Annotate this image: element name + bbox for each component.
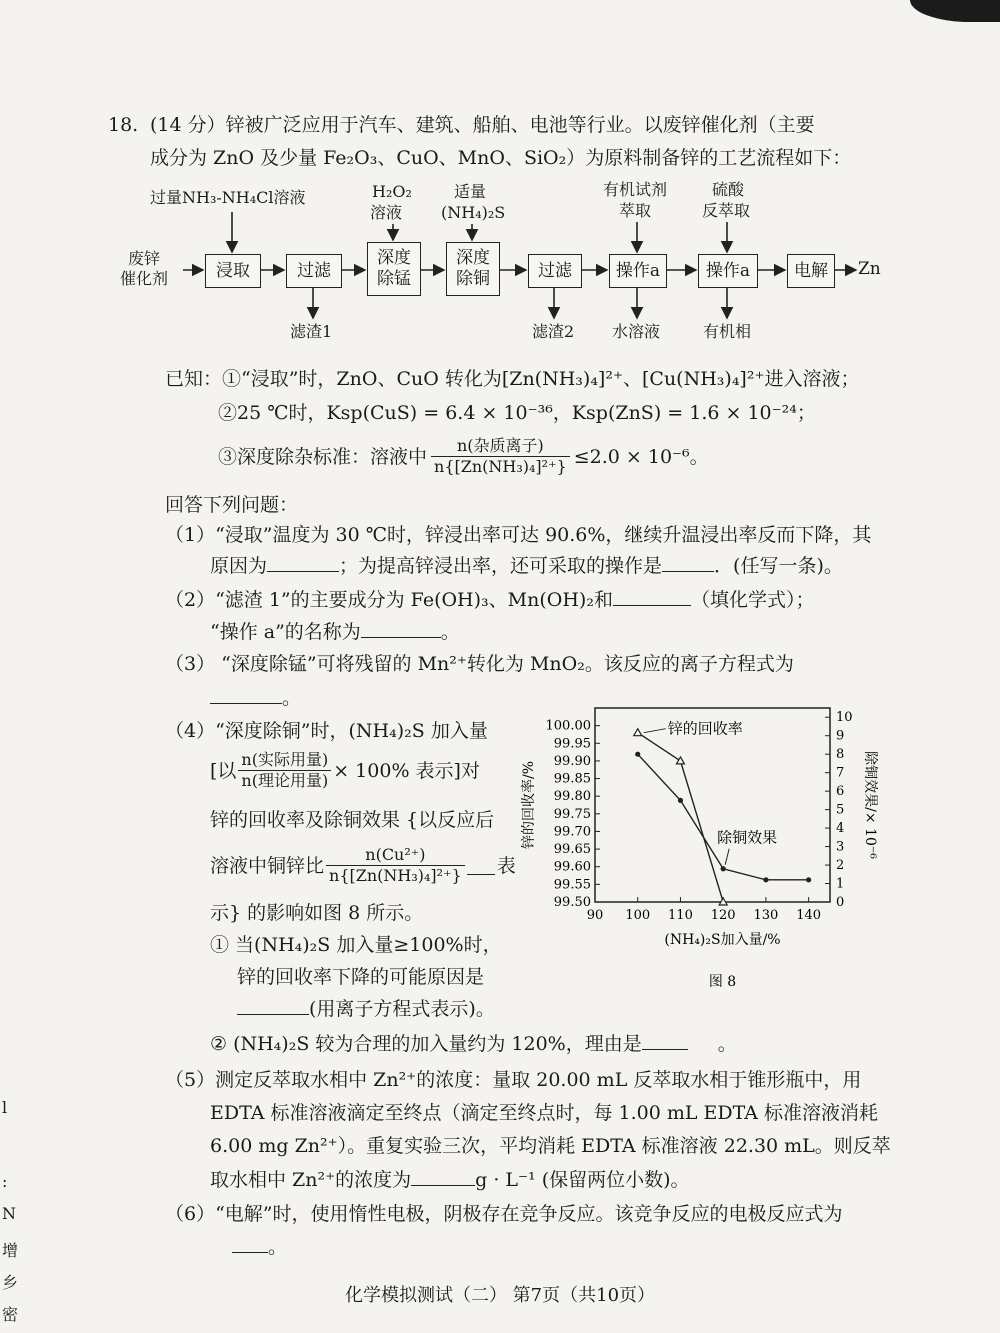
q4-line-4	[210, 845, 516, 886]
q2-operation-label: “操作 a”的名称为	[210, 621, 361, 643]
known-3-fraction	[431, 436, 570, 477]
q5-line-1: （5）测定反萃取水相中 Zn²⁺的浓度：量取 20.00 mL 反萃取水相于锥形瓶中，用	[165, 1069, 862, 1091]
q4-ratio-denominator: n(理论用量)	[241, 771, 329, 790]
y-left-tick-label: 99.85	[553, 771, 591, 787]
reagent-nh4s-label-2: (NH₄)₂S	[441, 203, 506, 222]
y-right-tick-label: 5	[836, 802, 845, 818]
x-tick-label: 120	[710, 908, 736, 923]
q4-sub1-line-2: 锌的回收率下降的可能原因是	[237, 966, 485, 988]
q6-equation-blank[interactable]	[232, 1234, 268, 1253]
known-2: ②25 ℃时，Ksp(CuS) = 6.4 × 10⁻³⁶，Ksp(ZnS) = 1.6 × 10⁻²⁴；	[218, 402, 816, 424]
q5-line-3: 6.00 mg Zn²⁺）。重复实验三次，平均消耗 EDTA 标准溶液 22.30 mL。则反萃	[210, 1135, 891, 1157]
intro-line-2: 成分为 ZnO 及少量 Fe₂O₃、CuO、MnO、SiO₂）为原料制备锌的工艺流程如下：	[150, 147, 852, 169]
q4-sub1-suffix: (用离子方程式表示)。	[309, 998, 495, 1020]
q4-line-3: 锌的回收率及除铜效果 {以反应后	[210, 809, 495, 831]
residue1-label: 滤渣1	[290, 322, 333, 341]
q3-equation-blank[interactable]	[210, 685, 282, 704]
q4-sub2-blank[interactable]	[642, 1031, 688, 1050]
step-cu-label-2: 除铜	[456, 269, 490, 289]
q1-reason-blank[interactable]	[267, 553, 339, 572]
q6-line-1: （6）“电解”时，使用惰性电极，阴极存在竞争反应。该竞争反应的电极反应式为	[165, 1203, 843, 1225]
residue2-label: 滤渣2	[532, 322, 575, 341]
step-operation-a1-label: 操作a	[615, 260, 661, 281]
q4-line-2	[210, 750, 480, 791]
y-right-tick-label: 10	[836, 710, 853, 726]
q4-sub1-line-1: ① 当(NH₄)₂S 加入量≥100%时，	[210, 934, 502, 956]
step-electrolysis-label: 电解	[794, 260, 828, 281]
q4-sub1-line-3	[237, 996, 495, 1022]
y-right-tick-label: 6	[836, 784, 845, 800]
reagent-h2o2-label-2: 溶液	[370, 203, 403, 222]
series-point-2	[678, 798, 683, 803]
series-point-2	[806, 877, 811, 882]
y-left-tick-label: 99.75	[553, 806, 591, 822]
y-left-axis-label: 锌的回收率/%	[521, 760, 537, 850]
known-3-numerator: n(杂质离子)	[431, 436, 570, 457]
y-left-tick-label: 100.00	[545, 718, 591, 734]
q4-ratio-fraction	[238, 750, 331, 791]
q2-operation-suffix: 。	[440, 621, 460, 643]
reagent-acid-label-2: 反萃取	[702, 201, 751, 220]
margin-mark-1: l	[2, 1098, 8, 1117]
step-mn-label-1: 深度	[377, 248, 411, 268]
q4-cu-zn-denominator: n{[Zn(NH₃)₄]²⁺}	[329, 866, 462, 885]
reagent-h2o2-label-1: H₂O₂	[372, 182, 412, 201]
step-operation-a2-label: 操作a	[705, 260, 751, 281]
reagent-organic-label-2: 萃取	[619, 201, 652, 220]
step-leach-label: 浸取	[216, 260, 250, 281]
q3-line-2-suffix: 。	[282, 687, 302, 709]
raw-material-label-1: 废锌	[128, 249, 161, 268]
reagent-nh4s-label-1: 适量	[454, 182, 487, 201]
raw-material-label-2: 催化剂	[120, 269, 169, 288]
flow-arrows	[0, 0, 1000, 360]
known-3-suffix: ≤2.0 × 10⁻⁶。	[573, 445, 709, 468]
y-left-tick-label: 99.55	[553, 877, 591, 893]
reagent-organic-label-1: 有机试剂	[603, 180, 668, 199]
series-label-leader-2	[725, 849, 729, 865]
y-left-tick-label: 99.50	[553, 895, 591, 910]
known-1: 已知：①“浸取”时，ZnO、CuO 转化为[Zn(NH₃)₄]²⁺、[Cu(NH₃)₄]²⁺进入溶液；	[165, 368, 860, 390]
series-label-leader-1	[644, 729, 666, 733]
q4-line-1: （4）“深度除铜”时，(NH₄)₂S 加入量	[165, 720, 488, 742]
q4-sub2	[210, 1031, 737, 1057]
q2-line-1	[165, 587, 814, 613]
q1-method-label: ；为提高锌浸出率，还可采取的操作是	[339, 555, 663, 577]
q6-line-2	[232, 1234, 287, 1260]
q3-line-2	[210, 685, 301, 711]
product-label: Zn	[858, 259, 881, 279]
y-right-tick-label: 7	[836, 765, 845, 781]
margin-mark-4: 增	[2, 1241, 19, 1260]
series-point-2	[635, 752, 640, 757]
margin-mark-5: 乡	[2, 1273, 19, 1292]
series-point-2	[763, 877, 768, 882]
q4-sub2-text: ② (NH₄)₂S 较为合理的加入量约为 120%，理由是	[210, 1033, 642, 1055]
series-point-1	[634, 729, 642, 736]
step-cu-label-1: 深度	[456, 248, 490, 268]
margin-mark-3: N	[2, 1204, 16, 1223]
organic-phase-label: 有机相	[703, 322, 752, 341]
y-right-tick-label: 9	[836, 728, 845, 744]
q2-residue-blank[interactable]	[613, 587, 691, 606]
x-tick-label: 130	[753, 908, 779, 923]
y-right-tick-label: 4	[836, 821, 845, 837]
q1-line-2	[210, 553, 843, 579]
x-axis-label: (NH₄)₂S加入量/%	[664, 932, 781, 948]
page-footer: 化学模拟测试（二） 第7页（共10页）	[344, 1285, 656, 1306]
y-right-tick-label: 3	[836, 839, 845, 855]
q4-sub1-blank[interactable]	[237, 996, 309, 1015]
reagent-acid-label-1: 硫酸	[712, 180, 745, 199]
q2-operation-blank[interactable]	[361, 619, 441, 638]
q1-reason-label: 原因为	[210, 555, 268, 577]
answer-intro: 回答下列问题：	[165, 494, 299, 516]
y-right-axis-label: 除铜效果/× 10⁻⁶	[862, 751, 878, 859]
series-point-1	[676, 757, 684, 764]
y-left-tick-label: 99.60	[553, 859, 591, 875]
figure-caption: 图 8	[708, 974, 737, 990]
intro-line-1: (14 分）锌被广泛应用于汽车、建筑、船舶、电池等行业。以废锌催化剂（主要	[150, 114, 815, 136]
q4-line-5: 示} 的影响如图 8 所示。	[210, 902, 424, 924]
q2-residue-suffix: （填化学式）；	[690, 589, 815, 611]
q5-conc-label: 取水相中 Zn²⁺的浓度为	[210, 1169, 412, 1191]
y-right-tick-label: 2	[836, 858, 845, 874]
known-3	[218, 436, 709, 477]
q4-line-2-prefix: [以	[210, 759, 237, 782]
margin-mark-6: 密	[2, 1305, 19, 1324]
step-filter2-label: 过滤	[538, 260, 572, 281]
q4-line-2-suffix: × 100% 表示]对	[333, 759, 480, 782]
q2-residue-label: （2）“滤渣 1”的主要成分为 Fe(OH)₃、Mn(OH)₂和	[165, 589, 613, 611]
q4-sub2-suffix: 。	[717, 1033, 737, 1055]
q4-line-4-prefix: 溶液中铜锌比	[210, 854, 325, 877]
q5-line-2: EDTA 标准溶液滴定至终点（滴定至终点时，每 1.00 mL EDTA 标准溶液消耗	[210, 1102, 879, 1124]
q4-cu-zn-fraction	[326, 845, 465, 886]
reagent-leach-label: 过量NH₃-NH₄Cl溶液	[150, 188, 306, 207]
y-right-tick-label: 8	[836, 747, 845, 763]
step-filter1-label: 过滤	[297, 260, 331, 281]
q3-line-1: （3） “深度除锰”可将残留的 Mn²⁺转化为 MnO₂。该反应的离子方程式为	[165, 653, 794, 675]
q2-line-2	[210, 619, 460, 645]
q5-line-4	[210, 1167, 690, 1193]
x-tick-label: 100	[625, 908, 651, 923]
q4-ratio-numerator: n(实际用量)	[238, 750, 331, 771]
figure-8-chart	[520, 690, 900, 1000]
q5-conc-suffix: g · L⁻¹ (保留两位小数)。	[475, 1169, 690, 1191]
q4-dash	[467, 856, 495, 875]
y-left-tick-label: 99.70	[553, 824, 591, 840]
q4-cu-zn-numerator: n(Cu²⁺)	[326, 845, 465, 866]
series-point-2	[721, 866, 726, 871]
y-right-tick-label: 0	[836, 895, 845, 910]
q1-method-blank[interactable]	[662, 553, 714, 572]
series-line-2	[638, 754, 809, 880]
q1-method-suffix: ．(任写一条)。	[714, 555, 843, 577]
series-label-1: 锌的回收率	[667, 719, 743, 738]
question-number: 18.	[108, 114, 139, 136]
x-tick-label: 90	[586, 908, 604, 923]
q4-line-4-suffix: 表	[496, 854, 516, 877]
margin-mark-2: :	[2, 1172, 8, 1191]
y-left-tick-label: 99.95	[553, 736, 591, 752]
x-tick-label: 110	[668, 908, 693, 923]
y-left-tick-label: 99.80	[553, 789, 591, 805]
step-mn-label-2: 除锰	[377, 269, 411, 289]
y-left-tick-label: 99.65	[553, 842, 591, 858]
q6-line-2-suffix: 。	[268, 1236, 288, 1258]
q1-line-1: （1）“浸取”温度为 30 ℃时，锌浸出率可达 90.6%，继续升温浸出率反而下降，其	[165, 524, 872, 546]
series-label-2: 除铜效果	[717, 828, 778, 847]
x-tick-label: 140	[796, 908, 822, 923]
y-right-tick-label: 1	[836, 876, 845, 892]
aqueous-phase-label: 水溶液	[612, 322, 661, 341]
q5-conc-blank[interactable]	[411, 1167, 475, 1186]
known-3-denominator: n{[Zn(NH₃)₄]²⁺}	[434, 457, 567, 476]
known-3-prefix: ③深度除杂标准：溶液中	[218, 445, 428, 468]
y-left-tick-label: 99.90	[553, 753, 591, 769]
